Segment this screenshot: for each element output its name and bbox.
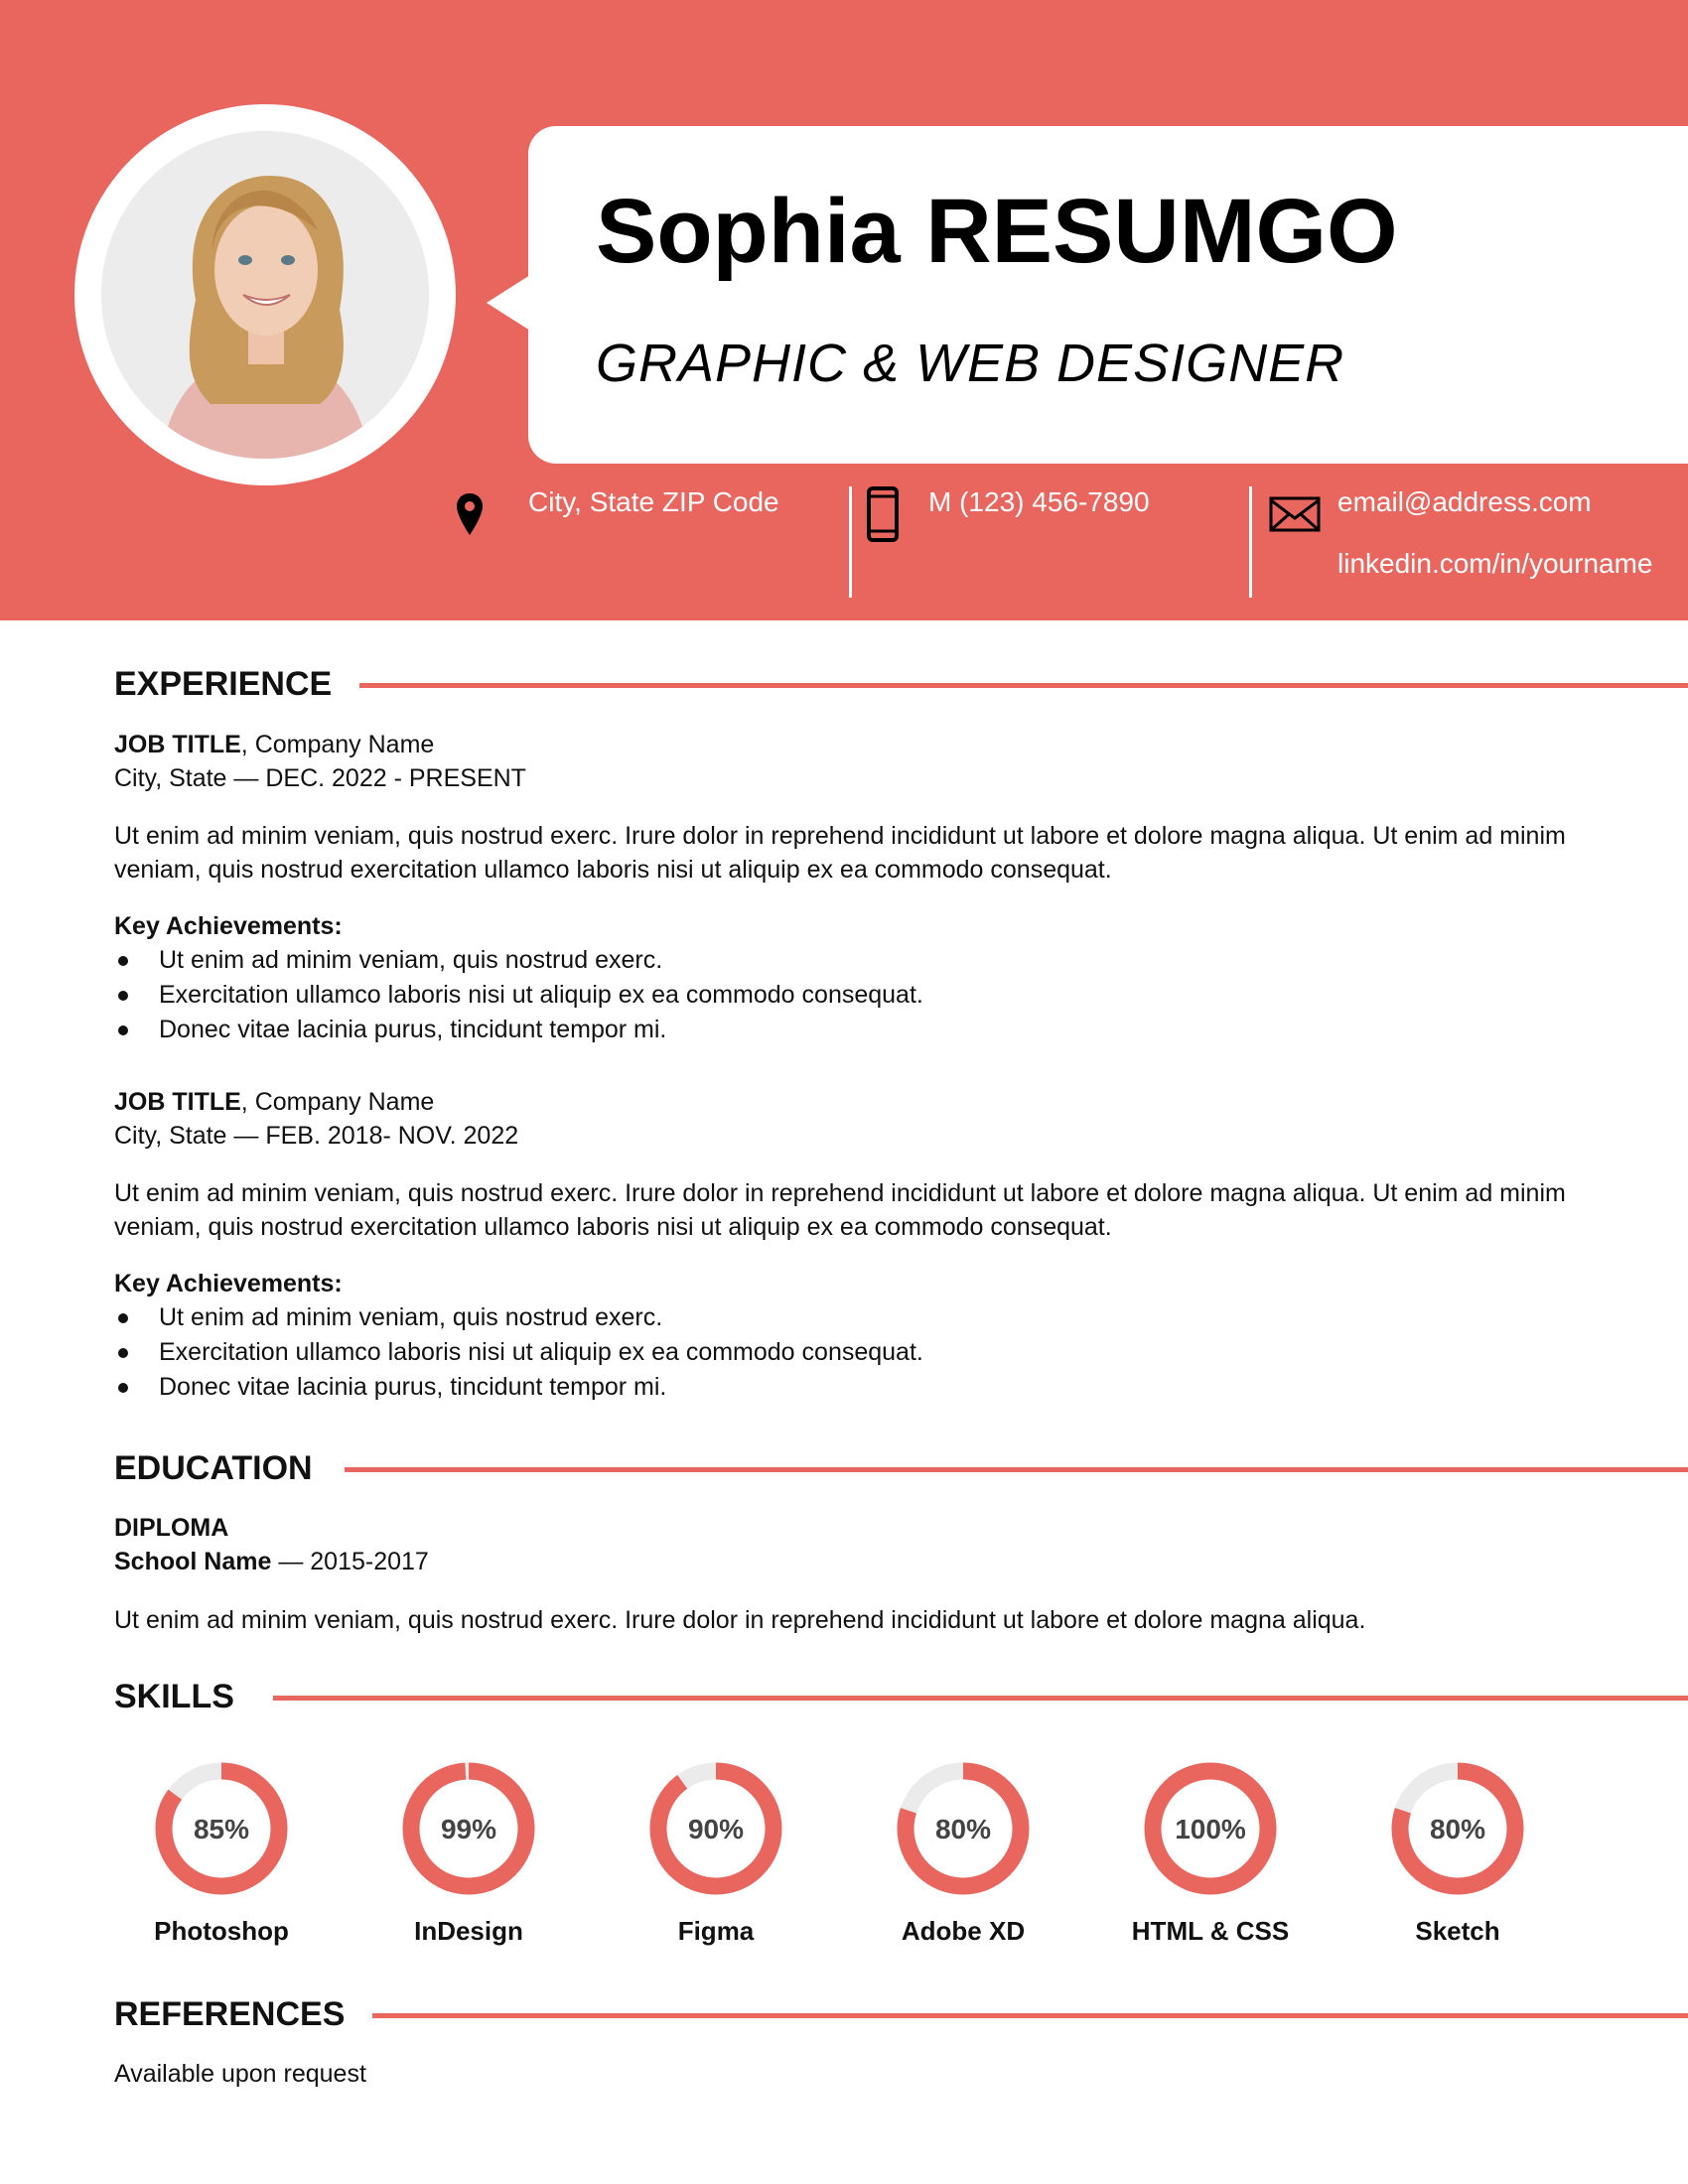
skills-heading: SKILLS (114, 1678, 234, 1715)
phone-icon (866, 486, 900, 547)
skill-donut (399, 1759, 538, 1898)
education-degree: DIPLOMA (114, 1514, 229, 1542)
job-1-header (114, 728, 1574, 761)
job-1-achievements-label: Key Achievements: (114, 912, 343, 940)
list-item: Donec vitae lacinia purus, tincidunt tempor mi. (114, 1013, 1504, 1047)
skill-name: Sketch (1415, 1916, 1500, 1946)
skill-percent-label: 90% (687, 1814, 745, 1844)
job-2-title: JOB TITLE (114, 1088, 241, 1116)
contact-divider (849, 486, 852, 598)
phone-text: M (123) 456-7890 (928, 486, 1150, 517)
job-1-description: Ut enim ad minim veniam, quis nostrud exerc. Irure dolor in reprehend incididunt ut labore et dolore magna aliqua. Ut enim ad minim veniam, quis nostrud exercitation ullamco laboris nisi ut aliquip ex ea commodo consequat. (114, 822, 1566, 884)
job-2-location-dates: City, State — FEB. 2018- NOV. 2022 (114, 1122, 519, 1150)
email-link[interactable]: email@address.com (1337, 486, 1592, 517)
list-item: Ut enim ad minim veniam, quis nostrud exerc. (114, 943, 1504, 978)
name-card (528, 126, 1688, 464)
job-1-achievements-list (114, 943, 1504, 1047)
skill-percent-label: 100% (1175, 1814, 1246, 1844)
education-school: School Name (114, 1548, 272, 1575)
list-item: Ut enim ad minim veniam, quis nostrud exerc. (114, 1300, 1504, 1335)
skill-percent-label: 80% (934, 1814, 992, 1844)
references-text: Available upon request (114, 2060, 366, 2088)
list-item: Exercitation ullamco laboris nisi ut aliquip ex ea commodo consequat. (114, 978, 1504, 1013)
skill-percent-label: 80% (1429, 1814, 1486, 1844)
name-card-pointer (487, 275, 530, 331)
skill-percent-label: 85% (193, 1814, 250, 1844)
education-rule (345, 1467, 1688, 1472)
education-dates: — 2015-2017 (271, 1548, 429, 1575)
portrait-illustration (101, 131, 429, 459)
skill-percent-label: 99% (440, 1814, 497, 1844)
skill-item (617, 1759, 815, 1947)
skill-donut (1388, 1759, 1527, 1898)
education-description: Ut enim ad minim veniam, quis nostrud exerc. Irure dolor in reprehend incididunt ut labore et dolore magna aliqua. (114, 1606, 1366, 1634)
map-pin-icon (455, 491, 485, 542)
references-heading: REFERENCES (114, 1995, 346, 2033)
skill-name: Adobe XD (901, 1916, 1026, 1946)
skill-item (122, 1759, 321, 1947)
job-2-description: Ut enim ad minim veniam, quis nostrud exerc. Irure dolor in reprehend incididunt ut labore et dolore magna aliqua. Ut enim ad minim veniam, quis nostrud exercitation ullamco laboris nisi ut aliquip ex ea commodo consequat. (114, 1179, 1566, 1241)
experience-heading: EXPERIENCE (114, 665, 333, 703)
references-rule (372, 2013, 1688, 2018)
skill-name: HTML & CSS (1131, 1916, 1290, 1946)
skill-donut (894, 1759, 1033, 1898)
skill-item (369, 1759, 568, 1947)
skill-donut (152, 1759, 291, 1898)
job-2-achievements-list (114, 1300, 1504, 1405)
job-2-company: , Company Name (240, 1088, 435, 1116)
list-item: Donec vitae lacinia purus, tincidunt tempor mi. (114, 1370, 1504, 1405)
job-1-company: , Company Name (240, 731, 435, 758)
skill-item (1358, 1759, 1557, 1947)
profile-photo (101, 131, 429, 459)
candidate-name: Sophia RESUMGO (596, 181, 1398, 282)
list-item: Exercitation ullamco laboris nisi ut aliquip ex ea commodo consequat. (114, 1335, 1504, 1370)
job-1-location-dates: City, State — DEC. 2022 - PRESENT (114, 764, 526, 792)
candidate-title: GRAPHIC & WEB DESIGNER (596, 334, 1345, 393)
skill-item (1111, 1759, 1310, 1947)
skill-name: InDesign (414, 1916, 523, 1946)
education-school-line (114, 1545, 1574, 1578)
skill-name: Photoshop (154, 1916, 289, 1946)
job-2-achievements-label: Key Achievements: (114, 1270, 343, 1297)
education-heading: EDUCATION (114, 1449, 313, 1487)
job-2-header (114, 1085, 1574, 1119)
skills-rule (273, 1696, 1688, 1701)
skill-donut (1141, 1759, 1280, 1898)
profile-photo-frame (74, 104, 456, 485)
linkedin-link[interactable]: linkedin.com/in/yourname (1337, 548, 1653, 579)
skill-donut (646, 1759, 785, 1898)
job-1-title: JOB TITLE (114, 731, 241, 758)
envelope-icon (1269, 496, 1321, 537)
skill-item (864, 1759, 1062, 1947)
skill-name: Figma (677, 1916, 755, 1946)
experience-rule (359, 683, 1688, 688)
contact-divider (1249, 486, 1252, 598)
location-text: City, State ZIP Code (528, 486, 779, 517)
